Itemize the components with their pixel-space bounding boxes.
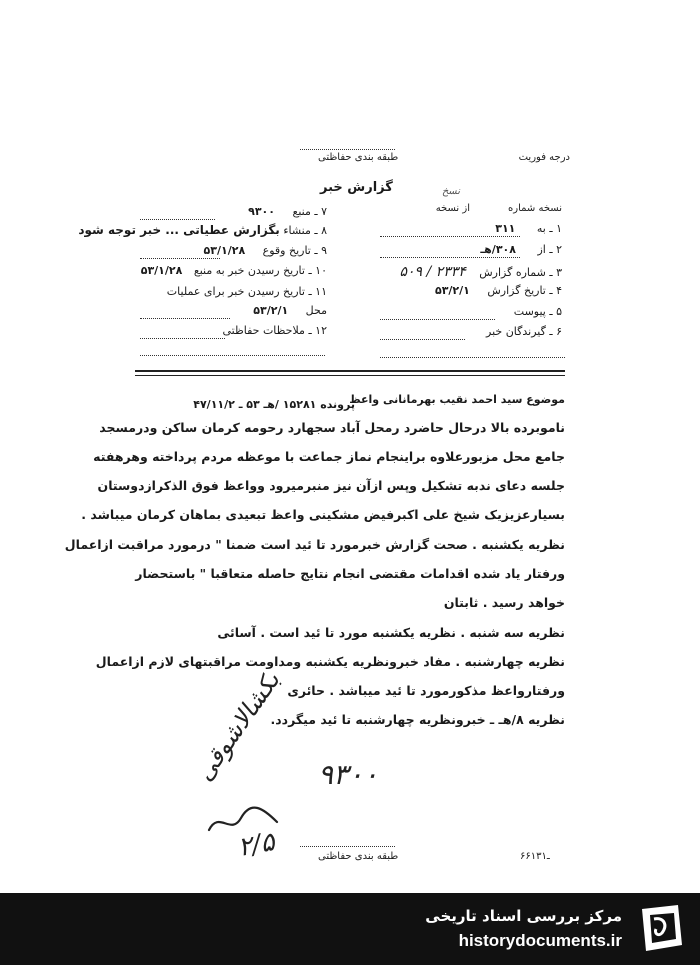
field-place-line — [140, 318, 230, 319]
field-from-label: ۲ ـ از — [537, 243, 562, 256]
field-source-line — [140, 219, 215, 220]
field-to-line — [380, 236, 520, 237]
field-security-line-2 — [140, 355, 325, 356]
body-line: ورفتار یاد شده اقدامات مقتضی انجام نتایج حاصله متعاقبا " باستحضار — [135, 566, 565, 581]
signature-scribble — [205, 800, 285, 840]
field-occurrence-line — [140, 258, 220, 259]
field-to — [495, 222, 562, 235]
field-to-label: ۱ ـ به — [536, 222, 562, 235]
report-title: گزارش خبر — [320, 180, 393, 195]
archive-logo-icon — [632, 901, 688, 957]
field-origin-value: بگزارش عطیاتی ... خبر توجه شود — [78, 223, 280, 237]
field-source-receive-date — [141, 264, 327, 277]
copies-label: نسخه شماره — [508, 203, 562, 214]
field-place — [253, 304, 327, 317]
body-line: نظریه سه شنبه . نظریه یکشنبه مورد تا ئید است . آسائی — [217, 625, 565, 640]
signature-name: بکشالاشوقی — [190, 666, 286, 787]
field-origin — [78, 223, 327, 237]
field-report-date — [435, 284, 562, 297]
body-line: نظریه ۸/هـ ـ خبرونظریه چهارشنبه تا ئید میگردد. — [270, 712, 565, 727]
field-occurrence-date-label: ۹ ـ تاریخ وقوع — [262, 244, 327, 257]
subject-ref: پرونده ۱۵۲۸۱ /هـ ۵۳ ـ ۴۷/۱۱/۲ — [193, 398, 355, 411]
field-ops-receive-date — [167, 285, 327, 298]
classification-top-line — [300, 149, 395, 150]
separator-bottom — [135, 375, 565, 376]
field-recipients-label: ۶ ـ گیرندگان خبر — [486, 325, 562, 338]
classification-bottom: طبقه بندی حفاظتی — [318, 851, 399, 862]
body-line: بسیارعزیزیک شیخ علی اکبرفیض مشکینی واعظ تبعیدی بماهان کرمان میباشد . — [81, 507, 565, 522]
body-line: نظریه یکشنبه . صحت گزارش خبرمورد تا ئید است ضمنا " درمورد مراقبت ازاعمال — [64, 537, 565, 552]
field-source-receive-date-value: ۵۳/۱/۲۸ — [140, 264, 183, 277]
field-recipients — [486, 325, 562, 338]
field-security-line — [140, 338, 225, 339]
field-source-value: ۹۳۰۰ — [248, 205, 275, 218]
field-occurrence-date-value: ۵۳/۱/۲۸ — [203, 244, 246, 257]
body-line: ورفتارواعظ مذکورمورد تا ئید میباشد . حائری — [287, 683, 565, 698]
field-from-line — [380, 257, 520, 258]
signature-mark: ۲/۵ — [235, 827, 278, 863]
field-report-number-label: ۳ ـ شماره گزارش — [479, 266, 562, 279]
archive-name: مرکز بررسی اسناد تاریخی — [425, 907, 622, 925]
field-occurrence-date — [204, 244, 327, 257]
field-from — [480, 243, 562, 256]
classification-bottom-line — [300, 846, 395, 847]
field-origin-label: ۸ ـ منشاء — [283, 224, 327, 237]
field-source-receive-date-label: ۱۰ ـ تاریخ رسیدن خبر به منبع — [193, 264, 327, 277]
body-line: ناموبرده بالا درحال حاضرد رمحل آباد سجهارد رحومه کرمان ساکن ودرمسجد — [99, 420, 565, 435]
field-place-label: محل — [305, 304, 327, 317]
archive-url: historydocuments.ir — [458, 931, 622, 950]
field-attachment-label: ۵ ـ پیوست — [513, 305, 562, 318]
signature-number: ۹۳۰۰ — [318, 758, 379, 791]
field-recipients-line — [380, 339, 465, 340]
field-attachment-line — [380, 319, 495, 320]
field-recipients-line-2 — [380, 357, 565, 358]
subject-label: موضوع سید احمد نقیب بهرمانانی واعظ — [349, 393, 565, 406]
field-report-date-label: ۴ ـ تاریخ گزارش — [487, 284, 562, 297]
field-to-value: ۳۱۱ — [495, 222, 516, 235]
body-line: نظریه چهارشنبه . مفاد خبرونظریه یکشنبه ومداومت مراقبتهای لازم ازاعمال — [95, 654, 565, 669]
field-report-number — [399, 264, 562, 280]
form-number: ۶۶ـ۱۳۱ — [520, 851, 550, 862]
field-attachment — [514, 305, 562, 318]
field-security-notes-label: ۱۲ ـ ملاحظات حفاظتی — [222, 324, 327, 337]
body-line: جلسه دعای ندبه تشکیل وپس ازآن نیز منبرمیرود وواعظ فوق الذکرازدوستان — [97, 478, 565, 493]
field-security-notes — [223, 324, 328, 337]
field-report-number-value: ۲۳۳۴ / ۵۰۹ — [399, 264, 466, 280]
field-report-date-value: ۵۳/۲/۱ — [434, 284, 470, 297]
urgency-label: درجه فوریت — [518, 152, 570, 163]
field-from-value: ۳۰۸/هـ — [480, 243, 516, 256]
copies-hand: نسخ — [441, 186, 460, 197]
archive-footer — [0, 893, 700, 965]
field-place-value: ۵۳/۲/۱ — [253, 304, 289, 317]
separator-top — [135, 370, 565, 372]
body-line: خواهد رسید . ثابتان — [443, 595, 565, 610]
field-ops-receive-date-label: ۱۱ ـ تاریخ رسیدن خبر برای عملیات — [166, 285, 327, 298]
classification-top: طبقه بندی حفاظتی — [318, 152, 399, 163]
field-source — [248, 205, 327, 218]
copies-value: از نسخه — [435, 203, 470, 214]
body-line: جامع محل مزبورعلاوه براینجام نماز جماعت با موعظه مردم پرداخته وهرهفته — [93, 449, 565, 464]
field-source-label: ۷ ـ منبع — [292, 205, 327, 218]
